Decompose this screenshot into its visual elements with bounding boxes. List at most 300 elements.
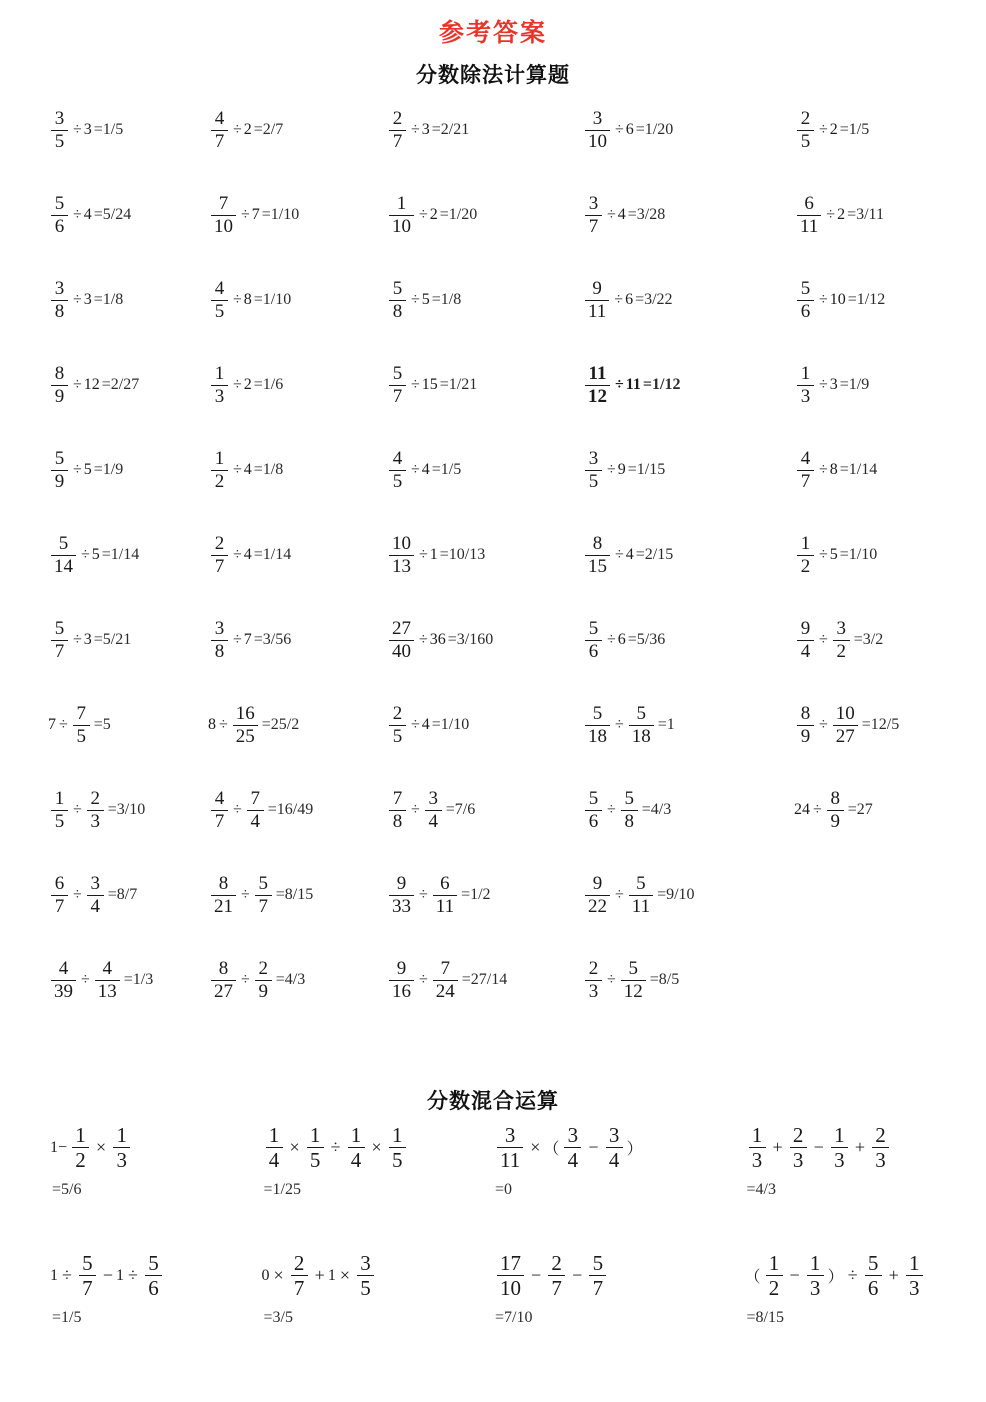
fraction bbox=[389, 109, 406, 152]
fraction-numerator: 1 bbox=[751, 1123, 763, 1148]
answer-value: =25/2 bbox=[261, 716, 300, 734]
expression-operand: 0 bbox=[261, 1266, 270, 1284]
fraction-denominator: 4 bbox=[800, 640, 811, 662]
fraction bbox=[51, 194, 68, 237]
fraction-denominator: 3 bbox=[214, 385, 225, 407]
fraction bbox=[211, 619, 228, 662]
division-expression bbox=[582, 364, 680, 407]
division-operator: ÷ bbox=[241, 206, 250, 224]
mixed-expression bbox=[493, 1119, 644, 1177]
arithmetic-operator: ÷ bbox=[128, 1265, 138, 1286]
division-expression bbox=[48, 279, 123, 322]
division-expression bbox=[386, 959, 507, 1002]
fraction-denominator: 8 bbox=[54, 300, 65, 322]
fraction-numerator: 1 bbox=[350, 1123, 362, 1148]
problem-cell bbox=[200, 364, 360, 407]
fraction bbox=[585, 279, 609, 322]
fraction-denominator: 4 bbox=[268, 1148, 280, 1173]
fraction-numerator: 9 bbox=[592, 277, 602, 299]
fraction bbox=[433, 874, 457, 917]
answer-value: =5/21 bbox=[93, 631, 132, 649]
division-operator: ÷ bbox=[81, 546, 90, 564]
fraction bbox=[606, 1124, 623, 1171]
mixed-problem-row bbox=[0, 1119, 986, 1247]
division-expression bbox=[794, 109, 869, 152]
fraction bbox=[211, 194, 236, 237]
division-operator: ÷ bbox=[614, 291, 624, 309]
problem-cell bbox=[200, 109, 360, 152]
fraction bbox=[797, 109, 814, 152]
division-operator: ÷ bbox=[241, 971, 250, 989]
fraction bbox=[95, 959, 120, 1002]
fraction-numerator: 3 bbox=[608, 1123, 620, 1148]
answer-value: =3/2 bbox=[853, 631, 884, 649]
fraction-denominator: 27 bbox=[835, 725, 855, 747]
fraction-denominator: 25 bbox=[235, 725, 255, 747]
problem-cell bbox=[538, 789, 734, 832]
division-expression bbox=[386, 789, 475, 832]
fraction-denominator: 3 bbox=[809, 1276, 821, 1301]
fraction-numerator: 2 bbox=[293, 1251, 305, 1276]
answer-value: =1/5 bbox=[93, 121, 124, 139]
fraction bbox=[389, 449, 406, 492]
problem-cell bbox=[360, 789, 538, 832]
arithmetic-operator: + bbox=[854, 1137, 865, 1158]
fraction-denominator: 33 bbox=[392, 895, 411, 917]
fraction-numerator: 7 bbox=[440, 957, 451, 979]
fraction-numerator: 8 bbox=[54, 362, 65, 384]
fraction bbox=[211, 959, 236, 1002]
fraction bbox=[621, 789, 638, 832]
section-title-mixed: 分数混合运算 bbox=[427, 1088, 559, 1113]
fraction-denominator: 3 bbox=[588, 980, 599, 1002]
fraction bbox=[497, 1252, 524, 1299]
answer-value: =1/8 bbox=[253, 461, 284, 479]
problem-row bbox=[0, 619, 986, 704]
division-operator: ÷ bbox=[411, 376, 420, 394]
expression-operand: 8 bbox=[829, 461, 838, 479]
answer-value: =5/36 bbox=[627, 631, 666, 649]
fraction bbox=[585, 959, 602, 1002]
fraction-numerator: 4 bbox=[214, 787, 225, 809]
arithmetic-operator: ÷ bbox=[330, 1137, 341, 1158]
answer-value: =5/24 bbox=[93, 206, 132, 224]
division-operator: ÷ bbox=[819, 376, 828, 394]
division-operator: ÷ bbox=[819, 716, 828, 734]
problem-cell bbox=[538, 534, 734, 577]
fraction-numerator: 1 bbox=[800, 532, 811, 554]
fraction-numerator: 5 bbox=[82, 1251, 93, 1276]
mixed-problem-cell bbox=[695, 1247, 947, 1327]
division-expression bbox=[208, 959, 305, 1002]
division-expression bbox=[794, 534, 877, 577]
fraction bbox=[211, 874, 236, 917]
expression-operand: 4 bbox=[243, 461, 252, 479]
fraction-denominator: 4 bbox=[90, 895, 101, 917]
answer-value: =3/28 bbox=[627, 206, 666, 224]
expression-operand: 10 bbox=[829, 291, 846, 309]
division-expression bbox=[582, 874, 695, 917]
fraction-denominator: 8 bbox=[214, 640, 225, 662]
division-operator: ÷ bbox=[59, 716, 68, 734]
fraction bbox=[72, 1124, 89, 1171]
fraction bbox=[87, 789, 104, 832]
problem-row bbox=[0, 704, 986, 789]
fraction bbox=[51, 364, 68, 407]
division-expression bbox=[794, 619, 883, 662]
fraction bbox=[797, 449, 814, 492]
problem-cell bbox=[538, 619, 734, 662]
division-expression bbox=[208, 194, 299, 237]
fraction bbox=[389, 194, 414, 237]
expression-operand: 5 bbox=[91, 546, 100, 564]
division-expression bbox=[582, 449, 665, 492]
problem-cell bbox=[200, 874, 360, 917]
fraction-numerator: 2 bbox=[392, 107, 403, 129]
division-expression bbox=[794, 279, 885, 322]
division-expression bbox=[48, 364, 139, 407]
fraction-denominator: 5 bbox=[588, 470, 599, 492]
division-operator: ÷ bbox=[81, 971, 90, 989]
answer-value: =8/7 bbox=[107, 886, 138, 904]
problem-cell bbox=[734, 364, 946, 407]
division-expression bbox=[582, 619, 665, 662]
fraction bbox=[389, 789, 406, 832]
fraction bbox=[831, 1124, 848, 1171]
expression-operand: 7 bbox=[243, 631, 252, 649]
fraction-numerator: 6 bbox=[804, 192, 814, 214]
fraction bbox=[621, 959, 646, 1002]
fraction bbox=[433, 959, 458, 1002]
answer-value: =1 bbox=[657, 716, 675, 734]
division-expression bbox=[208, 279, 291, 322]
expression-operand: 7 bbox=[251, 206, 260, 224]
fraction-denominator: 13 bbox=[97, 980, 117, 1002]
problem-cell bbox=[48, 279, 200, 322]
problem-row bbox=[0, 959, 986, 1044]
division-expression bbox=[794, 194, 884, 237]
problem-row bbox=[0, 109, 986, 194]
fraction-denominator: 9 bbox=[258, 980, 269, 1002]
fraction bbox=[348, 1124, 365, 1171]
fraction bbox=[51, 619, 68, 662]
fraction-numerator: 9 bbox=[396, 872, 407, 894]
fraction-denominator: 7 bbox=[258, 895, 269, 917]
expression-operand: （ bbox=[744, 1269, 761, 1287]
fraction bbox=[389, 1124, 406, 1171]
fraction-numerator: 8 bbox=[218, 872, 229, 894]
division-operator: ÷ bbox=[411, 121, 420, 139]
fraction bbox=[389, 959, 414, 1002]
arithmetic-operator: × bbox=[96, 1137, 107, 1158]
answer-value: =1/21 bbox=[439, 376, 478, 394]
fraction bbox=[51, 279, 68, 322]
division-expression bbox=[208, 109, 283, 152]
problem-cell bbox=[48, 704, 200, 747]
fraction-numerator: 7 bbox=[392, 787, 403, 809]
fraction-numerator: 5 bbox=[392, 277, 403, 299]
expression-operand: 8 bbox=[243, 291, 252, 309]
answer-value: =1/15 bbox=[627, 461, 666, 479]
mixed-expression bbox=[745, 1119, 893, 1177]
expression-operand: 2 bbox=[243, 121, 252, 139]
problem-cell bbox=[48, 789, 200, 832]
answer-value: =1/9 bbox=[93, 461, 124, 479]
fraction-denominator: 4 bbox=[250, 810, 261, 832]
arithmetic-operator: ÷ bbox=[62, 1265, 72, 1286]
fraction bbox=[906, 1252, 923, 1299]
fraction-denominator: 5 bbox=[360, 1276, 371, 1301]
fraction bbox=[807, 1252, 824, 1299]
fraction-numerator: 4 bbox=[102, 957, 113, 979]
answer-value: =1/10 bbox=[431, 716, 470, 734]
arithmetic-operator: × bbox=[530, 1137, 541, 1158]
fraction-numerator: 3 bbox=[836, 617, 847, 639]
mixed-problems-section bbox=[0, 1119, 986, 1375]
problem-cell bbox=[360, 194, 538, 237]
fraction-denominator: 6 bbox=[54, 215, 65, 237]
fraction bbox=[51, 959, 76, 1002]
problem-cell bbox=[734, 449, 946, 492]
fraction-denominator: 14 bbox=[54, 555, 73, 577]
fraction-numerator: 3 bbox=[360, 1251, 371, 1276]
fraction bbox=[233, 704, 258, 747]
division-expression bbox=[48, 109, 123, 152]
fraction-denominator: 7 bbox=[214, 810, 225, 832]
division-expression bbox=[208, 449, 283, 492]
division-operator: ÷ bbox=[73, 121, 82, 139]
division-expression bbox=[208, 364, 283, 407]
expression-operand: 5 bbox=[83, 461, 92, 479]
fraction-numerator: 5 bbox=[54, 192, 65, 214]
fraction-numerator: 2 bbox=[588, 957, 599, 979]
fraction bbox=[425, 789, 442, 832]
expression-operand: 5 bbox=[829, 546, 838, 564]
fraction bbox=[113, 1124, 130, 1171]
answer-value: =9/10 bbox=[657, 886, 695, 904]
fraction-numerator: 16 bbox=[235, 702, 255, 724]
mixed-problem-cell bbox=[50, 1119, 252, 1199]
fraction-numerator: 8 bbox=[218, 957, 229, 979]
division-expression bbox=[208, 789, 313, 832]
expression-operand: 4 bbox=[243, 546, 252, 564]
division-operator: ÷ bbox=[233, 121, 242, 139]
fraction-denominator: 9 bbox=[54, 385, 65, 407]
problem-cell bbox=[48, 194, 200, 237]
fraction-numerator: 4 bbox=[58, 957, 69, 979]
division-operator: ÷ bbox=[615, 376, 624, 394]
fraction-denominator: 4 bbox=[567, 1148, 579, 1173]
fraction-denominator: 7 bbox=[588, 215, 599, 237]
expression-operand: 3 bbox=[83, 121, 92, 139]
answer-value: =3/22 bbox=[635, 291, 673, 309]
fraction-numerator: 3 bbox=[504, 1123, 516, 1148]
expression-operand: 6 bbox=[617, 631, 626, 649]
division-operator: ÷ bbox=[73, 376, 82, 394]
division-operator: ÷ bbox=[607, 801, 616, 819]
fraction-denominator: 5 bbox=[76, 725, 87, 747]
division-operator: ÷ bbox=[233, 801, 242, 819]
fraction-numerator: 3 bbox=[588, 447, 599, 469]
answer-value: =3/5 bbox=[263, 1308, 293, 1326]
fraction-numerator: 3 bbox=[567, 1123, 579, 1148]
answer-value: =2/7 bbox=[253, 121, 284, 139]
division-operator: ÷ bbox=[419, 546, 428, 564]
arithmetic-operator: + bbox=[888, 1265, 899, 1286]
division-expression bbox=[794, 704, 899, 747]
mixed-expression bbox=[493, 1247, 610, 1305]
fraction bbox=[211, 364, 228, 407]
division-operator: ÷ bbox=[73, 886, 82, 904]
answer-value: =8/5 bbox=[649, 971, 680, 989]
fraction bbox=[211, 534, 228, 577]
arithmetic-operator: × bbox=[289, 1137, 300, 1158]
division-operator: ÷ bbox=[607, 631, 616, 649]
division-operator: ÷ bbox=[73, 291, 82, 309]
problem-cell bbox=[48, 534, 200, 577]
fraction bbox=[797, 619, 814, 662]
fraction bbox=[589, 1252, 606, 1299]
problem-cell bbox=[734, 789, 946, 832]
fraction bbox=[833, 619, 850, 662]
fraction-denominator: 13 bbox=[392, 555, 411, 577]
fraction bbox=[87, 874, 104, 917]
division-operator: ÷ bbox=[607, 461, 616, 479]
division-operator: ÷ bbox=[819, 546, 828, 564]
answer-value: =3/11 bbox=[847, 206, 884, 224]
expression-operand: 5 bbox=[421, 291, 430, 309]
fraction-numerator: 2 bbox=[875, 1123, 886, 1148]
fraction bbox=[548, 1252, 565, 1299]
division-expression bbox=[386, 364, 477, 407]
fraction bbox=[211, 109, 228, 152]
mixed-problem-cell bbox=[463, 1119, 695, 1199]
division-expression bbox=[582, 959, 679, 1002]
division-expression bbox=[582, 534, 673, 577]
fraction bbox=[827, 789, 844, 832]
arithmetic-operator: − bbox=[588, 1137, 599, 1158]
division-operator: ÷ bbox=[241, 886, 250, 904]
expression-operand: 8 bbox=[208, 716, 216, 734]
fraction bbox=[585, 789, 602, 832]
fraction-numerator: 5 bbox=[392, 362, 403, 384]
division-operator: ÷ bbox=[819, 291, 828, 309]
section-title-division: 分数除法计算题 bbox=[416, 62, 570, 87]
problem-cell bbox=[200, 194, 360, 237]
expression-operand: 12 bbox=[83, 376, 100, 394]
problem-cell bbox=[200, 534, 360, 577]
fraction-denominator: 6 bbox=[588, 640, 599, 662]
mixed-problem-row bbox=[0, 1247, 986, 1375]
division-operator: ÷ bbox=[419, 206, 428, 224]
fraction-denominator: 3 bbox=[751, 1148, 763, 1173]
answer-value: =3/160 bbox=[447, 631, 494, 649]
mixed-problem-cell bbox=[695, 1119, 947, 1199]
arithmetic-operator: ÷ bbox=[847, 1265, 858, 1286]
answer-value: =4/3 bbox=[746, 1180, 776, 1198]
fraction-numerator: 10 bbox=[392, 532, 411, 554]
fraction-denominator: 6 bbox=[800, 300, 811, 322]
answer-value: =16/49 bbox=[267, 801, 314, 819]
mixed-expression bbox=[262, 1119, 410, 1177]
problem-cell bbox=[734, 619, 946, 662]
arithmetic-operator: − bbox=[531, 1265, 542, 1286]
arithmetic-operator: − bbox=[813, 1137, 824, 1158]
fraction-denominator: 11 bbox=[631, 895, 651, 917]
division-operator: ÷ bbox=[826, 206, 836, 224]
expression-operand: 3 bbox=[83, 631, 92, 649]
arithmetic-operator: × bbox=[273, 1265, 284, 1286]
fraction bbox=[797, 194, 821, 237]
division-operator: ÷ bbox=[411, 291, 420, 309]
fraction-denominator: 3 bbox=[792, 1148, 804, 1173]
fraction bbox=[145, 1252, 162, 1299]
fraction-numerator: 3 bbox=[428, 787, 439, 809]
arithmetic-operator: + bbox=[314, 1265, 325, 1286]
fraction-denominator: 24 bbox=[435, 980, 455, 1002]
expression-operand: 1− bbox=[50, 1138, 68, 1156]
fraction bbox=[797, 279, 814, 322]
fraction bbox=[585, 704, 610, 747]
answer-value: =1/14 bbox=[839, 461, 878, 479]
division-operator: ÷ bbox=[607, 971, 616, 989]
division-expression bbox=[386, 704, 469, 747]
problem-cell bbox=[360, 109, 538, 152]
fraction bbox=[389, 619, 414, 662]
answer-value: =5 bbox=[93, 716, 111, 734]
problem-cell bbox=[360, 364, 538, 407]
fraction bbox=[291, 1252, 308, 1299]
fraction-denominator: 5 bbox=[391, 1148, 403, 1173]
fraction-numerator: 4 bbox=[214, 107, 225, 129]
answer-value: =1/5 bbox=[839, 121, 870, 139]
fraction bbox=[585, 194, 602, 237]
division-expression bbox=[386, 619, 493, 662]
fraction-numerator: 5 bbox=[258, 872, 269, 894]
fraction-numerator: 1 bbox=[391, 1123, 403, 1148]
expression-operand: （ bbox=[543, 1141, 560, 1159]
fraction bbox=[79, 1252, 96, 1299]
fraction-denominator: 15 bbox=[588, 555, 607, 577]
problem-cell bbox=[360, 449, 538, 492]
fraction-numerator: 1 bbox=[54, 787, 65, 809]
problem-cell bbox=[538, 874, 734, 917]
fraction-denominator: 6 bbox=[588, 810, 599, 832]
answer-value: =10/13 bbox=[439, 546, 486, 564]
fraction-denominator: 8 bbox=[392, 810, 403, 832]
division-expression bbox=[48, 789, 145, 832]
answer-value: =1/25 bbox=[263, 1180, 301, 1198]
fraction-numerator: 6 bbox=[54, 872, 65, 894]
arithmetic-operator: − bbox=[789, 1265, 800, 1286]
fraction-numerator: 1 bbox=[396, 192, 407, 214]
division-expression bbox=[386, 194, 477, 237]
fraction-numerator: 7 bbox=[218, 192, 229, 214]
expression-operand: 4 bbox=[617, 206, 626, 224]
division-expression bbox=[208, 619, 291, 662]
problem-cell bbox=[360, 704, 538, 747]
problem-cell bbox=[48, 449, 200, 492]
fraction-numerator: 3 bbox=[54, 107, 65, 129]
fraction-numerator: 5 bbox=[588, 617, 599, 639]
fraction-denominator: 16 bbox=[392, 980, 411, 1002]
division-operator: ÷ bbox=[411, 801, 420, 819]
fraction-denominator: 7 bbox=[293, 1276, 305, 1301]
fraction-denominator: 12 bbox=[588, 385, 607, 407]
problem-row bbox=[0, 449, 986, 534]
division-expression bbox=[582, 704, 675, 747]
fraction-denominator: 22 bbox=[588, 895, 607, 917]
